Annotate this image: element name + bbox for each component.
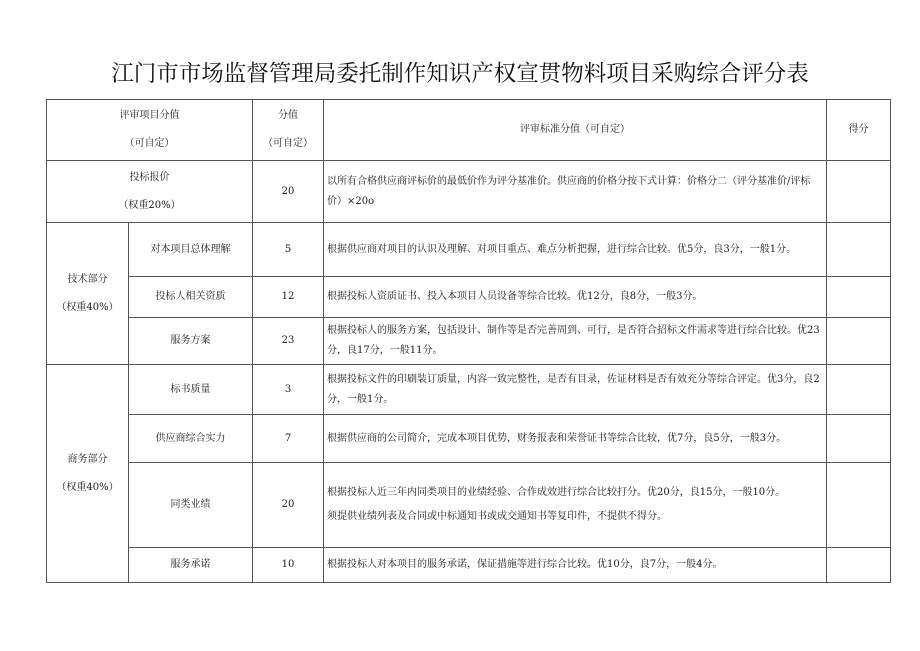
- table-row: [47, 277, 891, 318]
- technical-group: 技术部分 （权重40%）: [47, 223, 129, 365]
- item-criteria: 根据供应商的公司简介，完成本项目优势，财务报表和荣誉证书等综合比较，优7分，良5分，一般3分。: [324, 415, 827, 463]
- earned-cell: [827, 365, 891, 415]
- earned-cell: [827, 161, 891, 223]
- table-row: [47, 548, 891, 583]
- earned-cell: [827, 277, 891, 318]
- item-criteria: [324, 463, 827, 548]
- item-criteria: 根据投标人资质证书、投入本项目人员设备等综合比较。优12分，良8分，一般3分。: [324, 277, 827, 318]
- header-score: 分值 （可自定）: [253, 100, 324, 161]
- earned-cell: [827, 463, 891, 548]
- table-row: [47, 223, 891, 277]
- item-criteria: 根据投标文件的印刷装订质量，内容一致完整性，是否有目录，佐证材料是否有效充分等综合评定。优3分，良2分，一般1分。: [324, 365, 827, 415]
- item-score: 7: [253, 415, 324, 463]
- item-name: 供应商综合实力: [129, 415, 253, 463]
- item-name: 同类业绩: [129, 463, 253, 548]
- item-criteria: 根据供应商对项目的认识及理解、对项目重点、难点分析把握，进行综合比较。优5分，良3分，一般1分。: [324, 223, 827, 277]
- item-name: 对本项目总体理解: [129, 223, 253, 277]
- table-row: [47, 365, 891, 415]
- header-row: [47, 100, 891, 161]
- price-criteria: 以所有合格供应商评标价的最低价作为评分基准价。供应商的价格分按下式计算：价格分二（评分基准价/评标价）×20o: [324, 161, 827, 223]
- earned-cell: [827, 415, 891, 463]
- table-row: [47, 463, 891, 548]
- page-title: 江门市市场监督管理局委托制作知识产权宣贯物料项目采购综合评分表: [111, 61, 809, 87]
- item-name: 投标人相关资质: [129, 277, 253, 318]
- criteria-text: 根据投标人近三年内同类项目的业绩经验、合作成效进行综合比较打分。优20分，良15分，一般10分。: [327, 487, 786, 498]
- item-score: 12: [253, 277, 324, 318]
- item-score: 5: [253, 223, 324, 277]
- item-criteria: 根据投标人的服务方案，包括设计、制作等是否完善周到、可行，是否符合招标文件需求等进行综合比较。优23分，良17分，一般11分。: [324, 318, 827, 365]
- header-earned: 得分: [827, 100, 891, 161]
- business-group: 商务部分 （权重40%）: [47, 365, 129, 583]
- price-label: 投标报价 （权重20%）: [47, 161, 253, 223]
- item-name: 标书质量: [129, 365, 253, 415]
- earned-cell: [827, 223, 891, 277]
- item-score: 10: [253, 548, 324, 583]
- earned-cell: [827, 548, 891, 583]
- item-score: 20: [253, 463, 324, 548]
- price-score: 20: [253, 161, 324, 223]
- criteria-note: 须提供业绩列表及合同或中标通知书或成交通知书等复印件，不提供不得分。: [327, 511, 667, 522]
- scoring-table: [46, 99, 891, 583]
- earned-cell: [827, 318, 891, 365]
- item-score: 3: [253, 365, 324, 415]
- price-row: [47, 161, 891, 223]
- item-score: 23: [253, 318, 324, 365]
- header-criteria: 评审标准分值（可自定）: [324, 100, 827, 161]
- table-row: [47, 318, 891, 365]
- item-name: 服务方案: [129, 318, 253, 365]
- item-criteria: 根据投标人对本项目的服务承诺，保证措施等进行综合比较。优10分，良7分，一般4分。: [324, 548, 827, 583]
- header-item: 评审项目分值 （可自定）: [47, 100, 253, 161]
- table-row: [47, 415, 891, 463]
- item-name: 服务承诺: [129, 548, 253, 583]
